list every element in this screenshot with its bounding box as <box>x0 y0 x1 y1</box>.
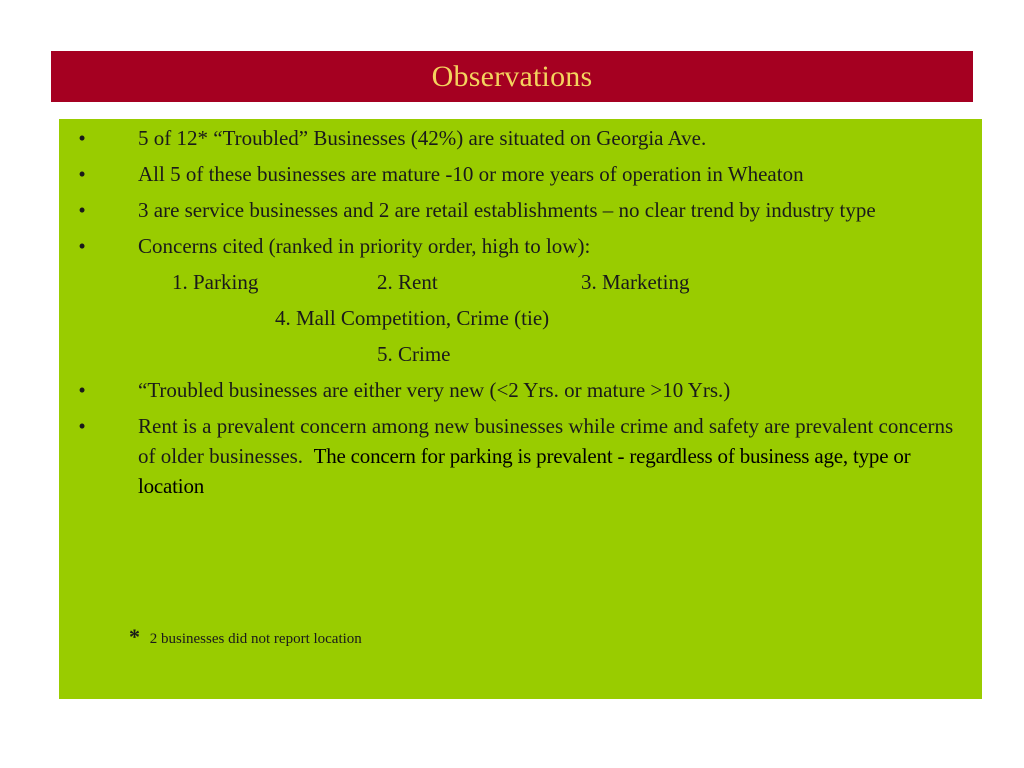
bullet-icon: • <box>78 414 86 438</box>
footnote-marker: * <box>129 624 140 649</box>
ranking-item: 2. Rent <box>377 270 438 294</box>
ranking-item: 1. Parking <box>172 270 259 294</box>
bullet-item-rent <box>59 411 982 501</box>
title-bar <box>51 51 973 102</box>
bullet-icon: • <box>78 198 86 222</box>
bullet-icon: • <box>78 126 86 150</box>
ranking-item: 5. Crime <box>377 342 451 366</box>
content-box <box>59 119 982 699</box>
bullet-item-mature <box>59 159 982 189</box>
bullet-text: “Troubled businesses are either very new (<2 Yrs. or mature >10 Yrs.) <box>138 378 731 402</box>
footnote <box>129 626 362 649</box>
bullet-text: 3 are service businesses and 2 are retail establishments – no clear trend by industry type <box>138 198 876 222</box>
bullet-emphasis: The concern for parking is prevalent - regardless of business age, type or location <box>138 444 911 498</box>
bullet-item-georgia-ave <box>59 123 982 153</box>
bullet-icon: • <box>78 162 86 186</box>
bullet-icon: • <box>78 378 86 402</box>
bullet-item-industry <box>59 195 982 225</box>
ranking-row-1 <box>59 267 982 297</box>
footnote-text: 2 businesses did not report location <box>149 631 362 647</box>
ranking-row-3 <box>59 339 982 369</box>
ranking-item: 3. Marketing <box>581 270 690 294</box>
bullet-icon: • <box>78 234 86 258</box>
ranking-row-2 <box>59 303 982 333</box>
bullet-item-age <box>59 375 982 405</box>
slide-title: Observations <box>431 59 593 93</box>
bullet-text: 5 of 12* “Troubled” Businesses (42%) are situated on Georgia Ave. <box>138 126 707 150</box>
bullet-item-concerns <box>59 231 982 261</box>
ranking-item: 4. Mall Competition, Crime (tie) <box>275 306 550 330</box>
bullet-text: All 5 of these businesses are mature -10 or more years of operation in Wheaton <box>138 162 804 186</box>
bullet-text: Concerns cited (ranked in priority order, high to low): <box>138 234 591 258</box>
bullet-list <box>59 123 982 507</box>
bullet-text: Rent is a prevalent concern among new businesses while crime and safety are prevalent concerns of older businesses. <box>138 414 954 468</box>
